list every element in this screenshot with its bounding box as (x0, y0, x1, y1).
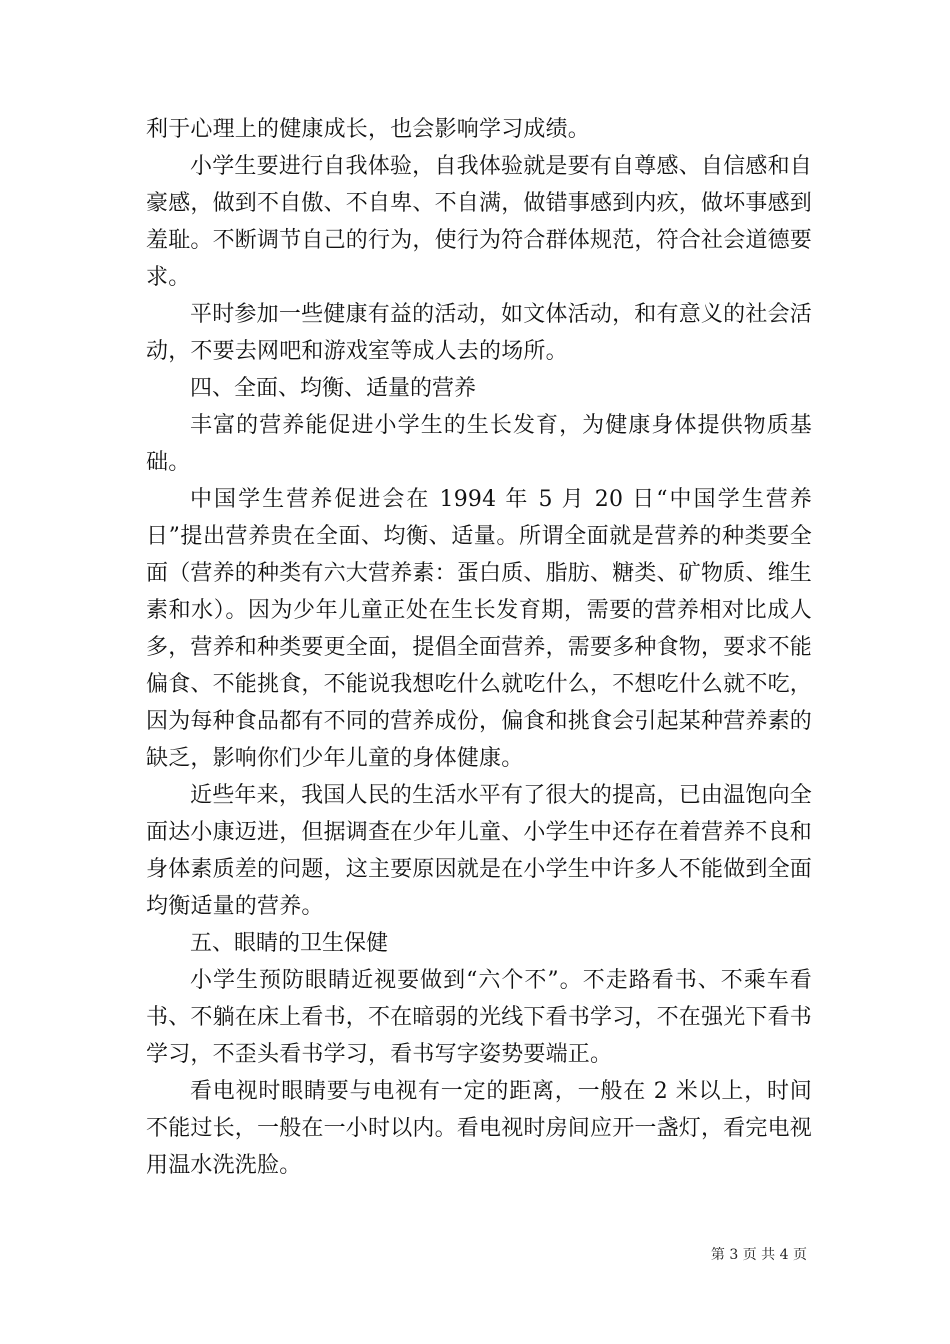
paragraph-tv-distance: 看电视时眼睛要与电视有一定的距离，一般在 2 米以上，时间不能过长，一般在一小时以内。看电视时房间应开一盏灯，看完电视用温水洗洗脸。 (146, 1079, 813, 1178)
paragraph-nutrition-survey: 近些年来，我国人民的生活水平有了很大的提高，已由温饱向全面达小康迈进，但据调查在少年儿童、小学生中还存在着营养不良和身体素质差的问题，这主要原因就是在小学生中许多人不能做到全面均衡适量的营养。 (146, 783, 813, 919)
paragraph-healthy-activities: 平时参加一些健康有益的活动，如文体活动，和有意义的社会活动，不要去网吧和游戏室等成人去的场所。 (146, 302, 812, 364)
document-body (146, 111, 812, 1184)
section-heading-nutrition: 四、全面、均衡、适量的营养 (190, 376, 477, 401)
page-number-footer: 第 3 页 共 4 页 (710, 1247, 807, 1263)
paragraph-self-experience: 小学生要进行自我体验，自我体验就是要有自尊感、自信感和自豪感，做到不自傲、不自卑、不自满，做错事感到内疚，做坏事感到羞耻。不断调节自己的行为，使行为符合群体规范，符合社会道德要求。 (146, 154, 813, 290)
paragraph-nutrition-day: 中国学生营养促进会在 1994 年 5 月 20 日“中国学生营养日”提出营养贵在全面、均衡、适量。所谓全面就是营养的种类要全面（营养的种类有六大营养素：蛋白质、脂肪、糖类、矿物质、维生素和水）。因为少年儿童正处在生长发育期，需要的营养相对比成人多，营养和种类要更全面，提倡全面营养，需要多种食物，要求不能偏食、不能挑食，不能说我想吃什么就吃什么，不想吃什么就不吃，因为每种食品都有不同的营养成份，偏食和挑食会引起某种营养素的缺乏，影响你们少年儿童的身体健康。 (146, 487, 813, 771)
paragraph-six-nots: 小学生预防眼睛近视要做到“六个不”。不走路看书、不乘车看书、不躺在床上看书，不在暗弱的光线下看书学习，不在强光下看书学习，不歪头看书学习，看书写字姿势要端正。 (146, 968, 813, 1067)
section-heading-eye-care: 五、眼睛的卫生保健 (190, 931, 389, 956)
paragraph-nutrition-intro: 丰富的营养能促进小学生的生长发育，为健康身体提供物质基础。 (146, 413, 812, 475)
paragraph-continuation: 利于心理上的健康成长，也会影响学习成绩。 (146, 117, 591, 142)
